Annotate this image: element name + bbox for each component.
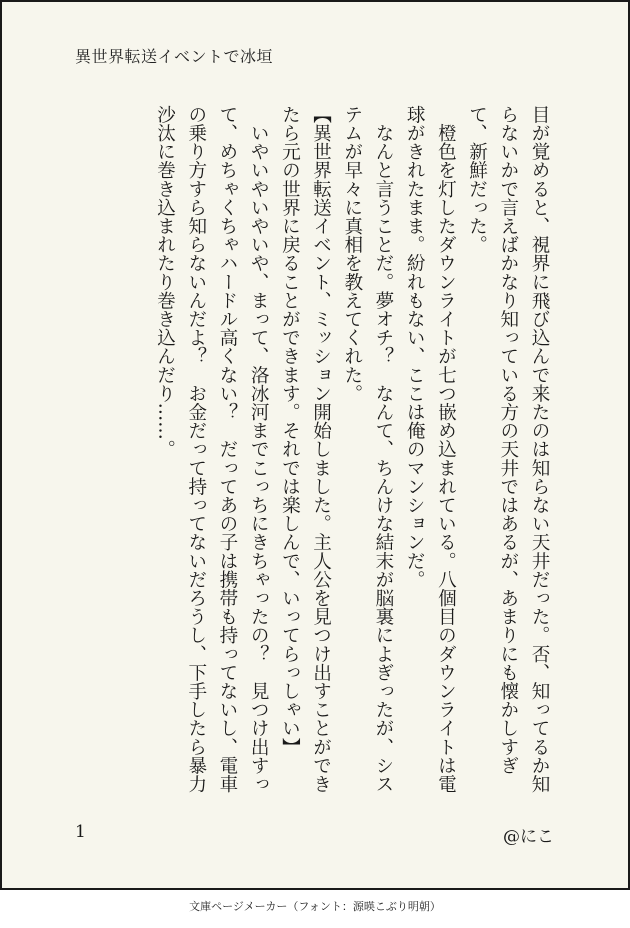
paragraph: 目が覚めると、視界に飛び込んで来たのは知らない天井だった。否、知ってるか知らないかで言えばかなり知っている方の天井ではあるが、あまりにも懐かしすぎて、新鮮だった。 [466,105,550,794]
paragraph: 橙色を灯したダウンライトが七つ嵌め込まれている。八個目のダウンライトは電球がきれたまま。紛れもない、ここは俺のマンションだ。 [404,105,457,794]
footer-credit: 文庫ページメーカー（フォント：源暎こぶり明朝） [189,900,441,913]
author-handle: @にこ [503,827,554,847]
paragraph: いやいやいやいや、まって、洛冰河までこっちにきちゃったの？ 見つけ出すって、めちゃくちゃハードル高くない？ だってあの子は携帯も持ってないし、電車の乗り方すら知らないんだよ？ お金だって持ってないだろうし、下手したら暴力沙汰に巻き込まれたり巻き込んだり……。 [154,105,270,794]
paragraph: なんと言うことだ。夢オチ？ なんて、ちんけな結末が脳裏によぎったが、システムが早々に真相を教えてくれた。 [341,105,394,794]
page-title: 異世界転送イベントで冰垣 [75,47,274,66]
paragraph: 【異世界転送イベント、ミッション開始しました。主人公を見つけ出すことができたら元の世界に戻ることができます。それでは楽しんで、いってらっしゃい】 [279,105,332,794]
vertical-body-text [149,105,555,805]
page-number: 1 [75,822,86,842]
